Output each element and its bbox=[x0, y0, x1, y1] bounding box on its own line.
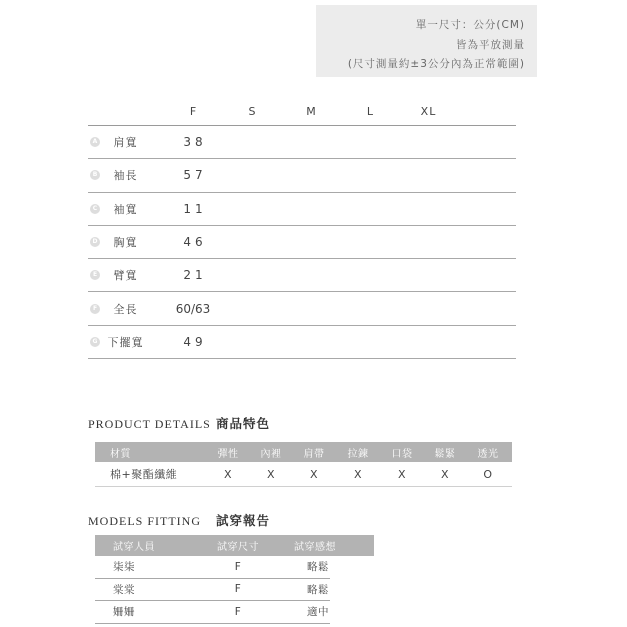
lining-value: X bbox=[266, 467, 276, 481]
size-row-arm bbox=[88, 259, 516, 292]
size-value-f: 60/63 bbox=[175, 301, 211, 316]
model-size: F bbox=[234, 560, 242, 573]
size-table bbox=[88, 98, 516, 359]
measure-marker-badge: D bbox=[90, 237, 100, 247]
size-value-f: 21 bbox=[183, 268, 207, 283]
elasticity-value: X bbox=[223, 467, 233, 481]
models-fitting-table bbox=[95, 535, 374, 624]
column-header-material: 材質 bbox=[110, 448, 131, 460]
product-details-heading bbox=[88, 416, 388, 432]
measure-marker-badge: B bbox=[90, 170, 100, 180]
column-header-zipper: 拉鍊 bbox=[347, 448, 369, 460]
pocket-value: X bbox=[397, 467, 407, 481]
model-feedback: 略鬆 bbox=[307, 561, 329, 574]
measure-label: 下擺寬 bbox=[107, 335, 144, 349]
elastic-value: X bbox=[440, 467, 450, 481]
column-header-fit-feedback: 試穿感想 bbox=[294, 542, 336, 553]
measure-label: 袖寬 bbox=[113, 202, 138, 216]
model-feedback: 略鬆 bbox=[307, 583, 329, 596]
size-note-unit: 單一尺寸：公分(CM) bbox=[415, 19, 525, 31]
column-header-elasticity: 彈性 bbox=[217, 448, 239, 460]
size-header-l: L bbox=[366, 105, 375, 118]
measure-label: 肩寬 bbox=[113, 136, 138, 150]
size-value-f: 11 bbox=[183, 201, 207, 216]
size-row-length bbox=[88, 292, 516, 325]
size-row-sleeve-length bbox=[88, 159, 516, 192]
size-header-m: M bbox=[306, 105, 317, 118]
size-note-box bbox=[316, 5, 537, 77]
sheer-value: O bbox=[483, 467, 493, 481]
column-header-elastic: 鬆緊 bbox=[434, 448, 456, 460]
product-details-heading-zh: 商品特色 bbox=[216, 416, 271, 431]
models-fitting-heading bbox=[88, 513, 388, 529]
measure-label: 胸寬 bbox=[113, 236, 138, 250]
column-header-fit-size: 試穿尺寸 bbox=[217, 542, 259, 553]
zipper-value: X bbox=[353, 467, 363, 481]
size-row-chest bbox=[88, 226, 516, 259]
table-row bbox=[95, 556, 330, 579]
measure-label: 全長 bbox=[113, 302, 138, 316]
size-header-f: F bbox=[189, 105, 198, 118]
model-name: 姍姍 bbox=[113, 606, 135, 619]
measure-marker-badge: A bbox=[90, 137, 100, 147]
size-header-xl: XL bbox=[420, 105, 437, 118]
model-size: F bbox=[234, 605, 242, 618]
model-name: 柒柒 bbox=[113, 561, 135, 574]
table-row bbox=[95, 579, 330, 602]
product-details-heading-en: PRODUCT DETAILS bbox=[88, 417, 211, 431]
models-fitting-header bbox=[95, 535, 374, 556]
size-value-f: 49 bbox=[183, 334, 207, 349]
measure-label: 袖長 bbox=[113, 169, 138, 183]
column-header-sheer: 透光 bbox=[477, 448, 499, 460]
measure-marker-badge: E bbox=[90, 270, 100, 280]
measure-marker-badge: C bbox=[90, 204, 100, 214]
product-details-header bbox=[95, 442, 512, 462]
size-note-tolerance: (尺寸測量約±3公分內為正常範圍) bbox=[347, 58, 525, 70]
measure-marker-badge: G bbox=[90, 337, 100, 347]
size-value-f: 46 bbox=[183, 235, 207, 250]
size-note-method: 皆為平放測量 bbox=[456, 38, 525, 51]
size-row-hem bbox=[88, 326, 516, 359]
column-header-strap: 肩帶 bbox=[303, 448, 325, 460]
size-value-f: 38 bbox=[183, 135, 207, 150]
material-value: 棉+聚酯纖維 bbox=[110, 468, 178, 481]
models-fitting-heading-en: MODELS FITTING bbox=[88, 514, 201, 528]
size-table-header bbox=[88, 98, 516, 126]
size-row-sleeve-width bbox=[88, 193, 516, 226]
model-name: 棠棠 bbox=[113, 583, 135, 596]
measure-label: 臂寬 bbox=[113, 269, 138, 283]
column-header-model: 試穿人員 bbox=[113, 542, 155, 553]
product-details-table bbox=[95, 442, 512, 487]
column-header-pocket: 口袋 bbox=[391, 448, 413, 460]
model-size: F bbox=[234, 583, 242, 596]
column-header-lining: 內裡 bbox=[260, 448, 282, 460]
strap-value: X bbox=[309, 467, 319, 481]
table-row bbox=[95, 601, 330, 624]
size-value-f: 57 bbox=[183, 168, 207, 183]
measure-marker-badge: F bbox=[90, 304, 100, 314]
size-header-s: S bbox=[248, 105, 257, 118]
product-details-row bbox=[95, 462, 512, 487]
model-feedback: 適中 bbox=[307, 606, 329, 619]
models-fitting-heading-zh: 試穿報告 bbox=[216, 513, 271, 528]
size-row-shoulder bbox=[88, 126, 516, 159]
